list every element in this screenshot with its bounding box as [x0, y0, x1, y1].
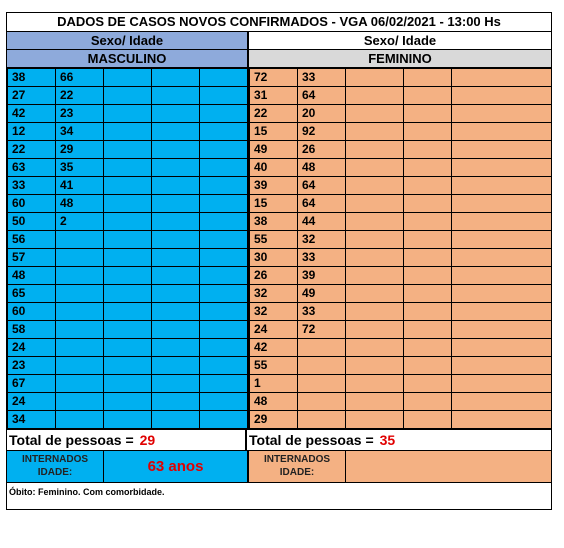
- age-cell: [346, 177, 404, 195]
- table-row: [8, 159, 248, 177]
- table-row: [8, 357, 248, 375]
- age-cell: [404, 123, 452, 141]
- left-sexo-idade-header: Sexo/ Idade: [7, 32, 249, 49]
- age-cell: [346, 213, 404, 231]
- age-cell: 23: [8, 357, 56, 375]
- age-cell: [346, 123, 404, 141]
- table-row: [8, 285, 248, 303]
- ages-grid: [7, 68, 551, 429]
- gender-header-row: [7, 50, 551, 68]
- age-cell: 57: [8, 249, 56, 267]
- age-cell: 42: [8, 105, 56, 123]
- age-cell: [152, 285, 200, 303]
- age-cell: [452, 285, 552, 303]
- age-cell: 27: [8, 87, 56, 105]
- age-cell: [104, 195, 152, 213]
- age-cell: 58: [8, 321, 56, 339]
- age-cell: [104, 105, 152, 123]
- feminino-total: [247, 430, 551, 450]
- age-cell: [56, 375, 104, 393]
- table-row: [250, 393, 552, 411]
- table-row: [250, 141, 552, 159]
- masculino-table: [7, 68, 248, 429]
- age-cell: [152, 375, 200, 393]
- age-cell: [452, 177, 552, 195]
- total-label: Total de pessoas =: [249, 432, 374, 448]
- age-cell: 12: [8, 123, 56, 141]
- age-cell: [346, 339, 404, 357]
- age-cell: [104, 87, 152, 105]
- age-cell: 1: [250, 375, 298, 393]
- age-cell: 63: [8, 159, 56, 177]
- age-cell: [152, 321, 200, 339]
- age-cell: 33: [8, 177, 56, 195]
- age-cell: 48: [250, 393, 298, 411]
- age-cell: 15: [250, 123, 298, 141]
- table-row: [250, 339, 552, 357]
- age-cell: 26: [298, 141, 346, 159]
- internados-value: [346, 451, 551, 482]
- table-row: [8, 249, 248, 267]
- age-cell: 24: [250, 321, 298, 339]
- total-value: 29: [139, 432, 156, 448]
- total-label: Total de pessoas =: [9, 432, 134, 448]
- age-cell: [56, 393, 104, 411]
- age-cell: [404, 87, 452, 105]
- age-cell: [56, 339, 104, 357]
- table-row: [250, 195, 552, 213]
- age-cell: 49: [250, 141, 298, 159]
- table-row: [8, 177, 248, 195]
- table-row: [250, 321, 552, 339]
- sexo-idade-header-row: [7, 32, 551, 50]
- age-cell: [200, 339, 248, 357]
- age-cell: [152, 195, 200, 213]
- age-cell: 24: [8, 393, 56, 411]
- age-cell: [200, 105, 248, 123]
- table-row: [250, 357, 552, 375]
- age-cell: 22: [56, 87, 104, 105]
- age-cell: 56: [8, 231, 56, 249]
- age-cell: 48: [8, 267, 56, 285]
- age-cell: [404, 177, 452, 195]
- age-cell: 60: [8, 303, 56, 321]
- age-cell: 42: [250, 339, 298, 357]
- age-cell: [200, 141, 248, 159]
- table-row: [250, 213, 552, 231]
- table-row: [250, 411, 552, 429]
- age-cell: [152, 231, 200, 249]
- age-cell: 39: [298, 267, 346, 285]
- age-cell: 44: [298, 213, 346, 231]
- total-value: 35: [379, 432, 396, 448]
- sheet-title: DADOS DE CASOS NOVOS CONFIRMADOS - VGA 06/02/2021 - 13:00 Hs: [7, 13, 551, 32]
- internados-value: 63 anos: [147, 458, 204, 475]
- table-row: [8, 87, 248, 105]
- age-cell: [452, 393, 552, 411]
- right-sexo-idade-header: Sexo/ Idade: [363, 33, 437, 48]
- age-cell: 49: [298, 285, 346, 303]
- age-cell: [104, 357, 152, 375]
- age-cell: [452, 321, 552, 339]
- table-row: [8, 393, 248, 411]
- age-cell: [104, 321, 152, 339]
- age-cell: [56, 321, 104, 339]
- feminino-table: [249, 68, 552, 429]
- table-row: [8, 375, 248, 393]
- age-cell: 31: [250, 87, 298, 105]
- age-cell: [452, 303, 552, 321]
- table-row: [250, 159, 552, 177]
- age-cell: [56, 303, 104, 321]
- age-cell: [104, 285, 152, 303]
- age-cell: [104, 177, 152, 195]
- table-row: [8, 69, 248, 87]
- table-row: [250, 69, 552, 87]
- age-cell: [152, 105, 200, 123]
- age-cell: 2: [56, 213, 104, 231]
- age-cell: 39: [250, 177, 298, 195]
- age-cell: [200, 267, 248, 285]
- age-cell: 33: [298, 303, 346, 321]
- internados-label-line1: INTERNADOS: [21, 454, 89, 465]
- age-cell: [404, 375, 452, 393]
- cases-sheet: [6, 12, 552, 510]
- age-cell: [104, 231, 152, 249]
- table-row: [8, 303, 248, 321]
- age-cell: [452, 87, 552, 105]
- age-cell: 50: [8, 213, 56, 231]
- age-cell: [200, 411, 248, 429]
- age-cell: [104, 249, 152, 267]
- age-cell: [104, 69, 152, 87]
- age-cell: [104, 339, 152, 357]
- age-cell: [404, 267, 452, 285]
- table-row: [250, 303, 552, 321]
- age-cell: 41: [56, 177, 104, 195]
- age-cell: [298, 375, 346, 393]
- totals-row: [7, 429, 551, 451]
- age-cell: [200, 213, 248, 231]
- obito-note: Óbito: Feminino. Com comorbidade.: [9, 487, 165, 497]
- age-cell: [200, 249, 248, 267]
- age-cell: [298, 411, 346, 429]
- age-cell: [104, 141, 152, 159]
- age-cell: [346, 159, 404, 177]
- age-cell: [200, 321, 248, 339]
- age-cell: [452, 231, 552, 249]
- age-cell: [152, 393, 200, 411]
- age-cell: [104, 375, 152, 393]
- age-cell: [404, 141, 452, 159]
- age-cell: [152, 411, 200, 429]
- internados-label-line1: INTERNADOS: [263, 454, 331, 465]
- age-cell: [152, 87, 200, 105]
- age-cell: 48: [56, 195, 104, 213]
- age-cell: [152, 177, 200, 195]
- age-cell: 67: [8, 375, 56, 393]
- age-cell: 60: [8, 195, 56, 213]
- age-cell: [298, 339, 346, 357]
- internados-label: [249, 451, 346, 482]
- age-cell: [104, 411, 152, 429]
- age-cell: [346, 357, 404, 375]
- age-cell: 72: [250, 69, 298, 87]
- age-cell: [452, 69, 552, 87]
- age-cell: [200, 303, 248, 321]
- age-cell: [200, 87, 248, 105]
- age-cell: 29: [56, 141, 104, 159]
- table-row: [8, 213, 248, 231]
- age-cell: 66: [56, 69, 104, 87]
- age-cell: [152, 141, 200, 159]
- age-cell: 29: [250, 411, 298, 429]
- age-cell: [346, 105, 404, 123]
- table-row: [8, 195, 248, 213]
- age-cell: [404, 213, 452, 231]
- internados-label-line2: IDADE:: [37, 467, 73, 478]
- age-cell: 38: [8, 69, 56, 87]
- age-cell: [56, 267, 104, 285]
- age-cell: [152, 339, 200, 357]
- age-cell: [152, 69, 200, 87]
- age-cell: [56, 231, 104, 249]
- age-cell: 20: [298, 105, 346, 123]
- age-cell: 92: [298, 123, 346, 141]
- age-cell: [346, 87, 404, 105]
- table-row: [8, 123, 248, 141]
- age-cell: [152, 213, 200, 231]
- age-cell: [152, 159, 200, 177]
- age-cell: [452, 339, 552, 357]
- age-cell: [404, 321, 452, 339]
- masculino-header: MASCULINO: [7, 50, 249, 67]
- age-cell: 48: [298, 159, 346, 177]
- age-cell: [452, 411, 552, 429]
- internados-row: [7, 451, 551, 483]
- table-row: [250, 285, 552, 303]
- age-cell: [200, 177, 248, 195]
- age-cell: [152, 123, 200, 141]
- masculino-internados: [7, 451, 249, 482]
- age-cell: 22: [8, 141, 56, 159]
- age-cell: [404, 159, 452, 177]
- internados-label-line2: IDADE:: [279, 467, 315, 478]
- table-row: [250, 177, 552, 195]
- age-cell: 24: [8, 339, 56, 357]
- age-cell: 32: [250, 285, 298, 303]
- age-cell: [104, 303, 152, 321]
- table-row: [8, 339, 248, 357]
- internados-label: [7, 451, 104, 482]
- age-cell: [298, 393, 346, 411]
- age-cell: [200, 285, 248, 303]
- age-cell: [200, 195, 248, 213]
- age-cell: [346, 375, 404, 393]
- age-cell: [452, 141, 552, 159]
- age-cell: [200, 375, 248, 393]
- age-cell: [452, 375, 552, 393]
- table-row: [8, 141, 248, 159]
- age-cell: 32: [298, 231, 346, 249]
- age-cell: [404, 357, 452, 375]
- age-cell: [56, 249, 104, 267]
- age-cell: 23: [56, 105, 104, 123]
- age-cell: [404, 105, 452, 123]
- age-cell: [56, 411, 104, 429]
- age-cell: [452, 159, 552, 177]
- age-cell: [200, 357, 248, 375]
- age-cell: 34: [56, 123, 104, 141]
- age-cell: 64: [298, 177, 346, 195]
- age-cell: 72: [298, 321, 346, 339]
- age-cell: [404, 231, 452, 249]
- age-cell: [56, 285, 104, 303]
- age-cell: [346, 321, 404, 339]
- age-cell: [452, 213, 552, 231]
- age-cell: 55: [250, 357, 298, 375]
- age-cell: [56, 357, 104, 375]
- age-cell: [346, 231, 404, 249]
- feminino-grid: [249, 68, 551, 429]
- age-cell: [452, 267, 552, 285]
- table-row: [250, 267, 552, 285]
- table-row: [8, 321, 248, 339]
- table-row: [250, 105, 552, 123]
- age-cell: [404, 249, 452, 267]
- age-cell: 33: [298, 69, 346, 87]
- feminino-header: FEMININO: [249, 50, 551, 67]
- age-cell: [346, 267, 404, 285]
- age-cell: [200, 159, 248, 177]
- age-cell: [346, 69, 404, 87]
- age-cell: [104, 213, 152, 231]
- table-row: [8, 231, 248, 249]
- age-cell: [404, 393, 452, 411]
- age-cell: [152, 357, 200, 375]
- masculino-grid: [7, 68, 249, 429]
- age-cell: [404, 303, 452, 321]
- age-cell: [104, 123, 152, 141]
- age-cell: 64: [298, 87, 346, 105]
- table-row: [8, 105, 248, 123]
- table-row: [250, 249, 552, 267]
- age-cell: [152, 303, 200, 321]
- age-cell: [452, 195, 552, 213]
- age-cell: 15: [250, 195, 298, 213]
- age-cell: 40: [250, 159, 298, 177]
- age-cell: 38: [250, 213, 298, 231]
- age-cell: 55: [250, 231, 298, 249]
- table-row: [8, 411, 248, 429]
- age-cell: [452, 249, 552, 267]
- age-cell: [346, 285, 404, 303]
- table-row: [250, 375, 552, 393]
- table-row: [250, 231, 552, 249]
- age-cell: [346, 195, 404, 213]
- age-cell: [346, 303, 404, 321]
- age-cell: [298, 357, 346, 375]
- table-row: [250, 123, 552, 141]
- age-cell: 32: [250, 303, 298, 321]
- age-cell: 22: [250, 105, 298, 123]
- age-cell: 30: [250, 249, 298, 267]
- age-cell: 65: [8, 285, 56, 303]
- feminino-internados: [249, 451, 551, 482]
- age-cell: [452, 123, 552, 141]
- age-cell: [104, 393, 152, 411]
- age-cell: [200, 393, 248, 411]
- age-cell: [346, 411, 404, 429]
- age-cell: [104, 267, 152, 285]
- age-cell: 26: [250, 267, 298, 285]
- age-cell: [346, 141, 404, 159]
- age-cell: [452, 357, 552, 375]
- age-cell: [346, 393, 404, 411]
- age-cell: [404, 195, 452, 213]
- age-cell: 33: [298, 249, 346, 267]
- age-cell: 34: [8, 411, 56, 429]
- age-cell: [346, 249, 404, 267]
- table-row: [250, 87, 552, 105]
- masculino-total: [7, 430, 247, 450]
- age-cell: [200, 69, 248, 87]
- age-cell: [404, 411, 452, 429]
- age-cell: [404, 339, 452, 357]
- age-cell: [200, 231, 248, 249]
- age-cell: [152, 267, 200, 285]
- table-row: [8, 267, 248, 285]
- age-cell: 35: [56, 159, 104, 177]
- age-cell: [452, 105, 552, 123]
- age-cell: [152, 249, 200, 267]
- age-cell: [404, 285, 452, 303]
- age-cell: [104, 159, 152, 177]
- age-cell: [404, 69, 452, 87]
- age-cell: 64: [298, 195, 346, 213]
- age-cell: [200, 123, 248, 141]
